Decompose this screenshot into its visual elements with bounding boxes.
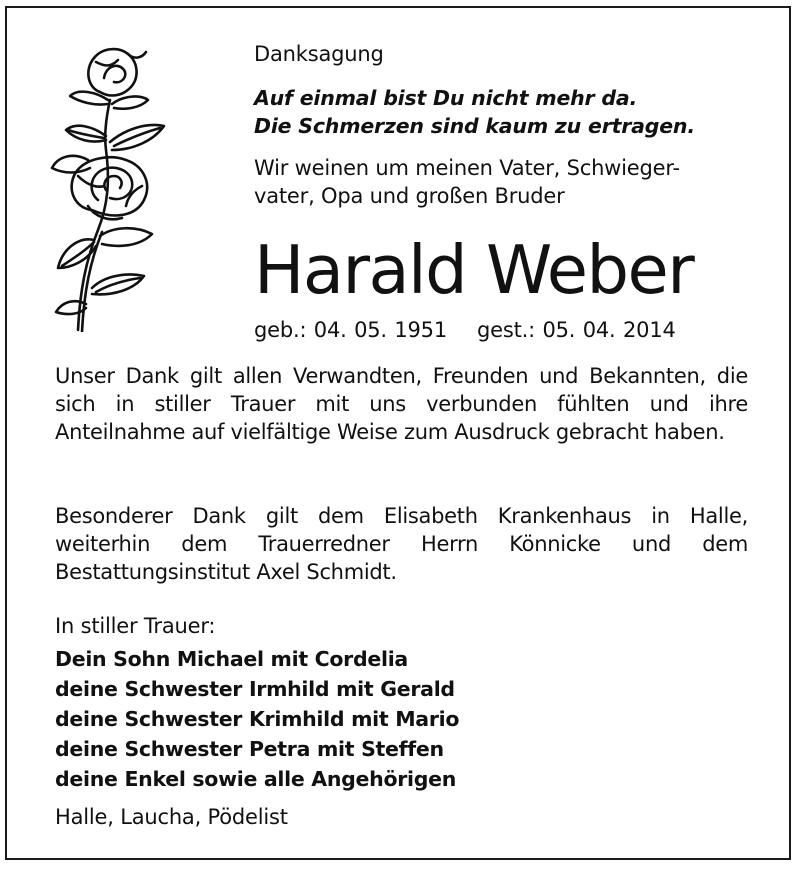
mourner-line: Dein Sohn Michael mit Cordelia: [55, 647, 408, 671]
rose-icon: [48, 40, 173, 332]
mourning-text: [254, 154, 680, 210]
mourner-line: deine Enkel sowie alle Angehörigen: [55, 767, 457, 791]
mourners-list: [55, 644, 459, 794]
notice-heading: Danksagung: [254, 42, 384, 66]
life-dates: [254, 316, 676, 344]
birth-date: geb.: 04. 05. 1951: [254, 318, 447, 342]
mourning-line: Wir weinen um meinen Vater, Schwieger-: [254, 156, 680, 180]
thanks-paragraph: Unser Dank gilt allen Verwandten, Freunden und Bekannten, die sich in stiller Trauer mit uns verbunden fühlten und ihre Anteilnahme auf vielfältige Weise zum Ausdruck gebracht haben.: [55, 364, 748, 444]
mourners-intro: In stiller Trauer:: [55, 614, 216, 638]
death-date: gest.: 05. 04. 2014: [477, 318, 676, 342]
mourning-line: vater, Opa und großen Bruder: [254, 184, 565, 208]
quote: [254, 84, 695, 140]
mourner-line: deine Schwester Petra mit Steffen: [55, 737, 444, 761]
places-line: Halle, Laucha, Pödelist: [55, 805, 288, 829]
special-thanks-paragraph: Besonderer Dank gilt dem Elisabeth Krankenhaus in Halle, weiterhin dem Trauerredner Herrn Könnicke und dem Bestattungsinstitut Axel Schmidt.: [55, 504, 748, 584]
quote-line: Die Schmerzen sind kaum zu ertragen.: [254, 114, 695, 138]
quote-line: Auf einmal bist Du nicht mehr da.: [254, 86, 638, 110]
mourner-line: deine Schwester Krimhild mit Mario: [55, 707, 460, 731]
deceased-name: Harald Weber: [254, 231, 694, 309]
mourner-line: deine Schwester Irmhild mit Gerald: [55, 677, 455, 701]
